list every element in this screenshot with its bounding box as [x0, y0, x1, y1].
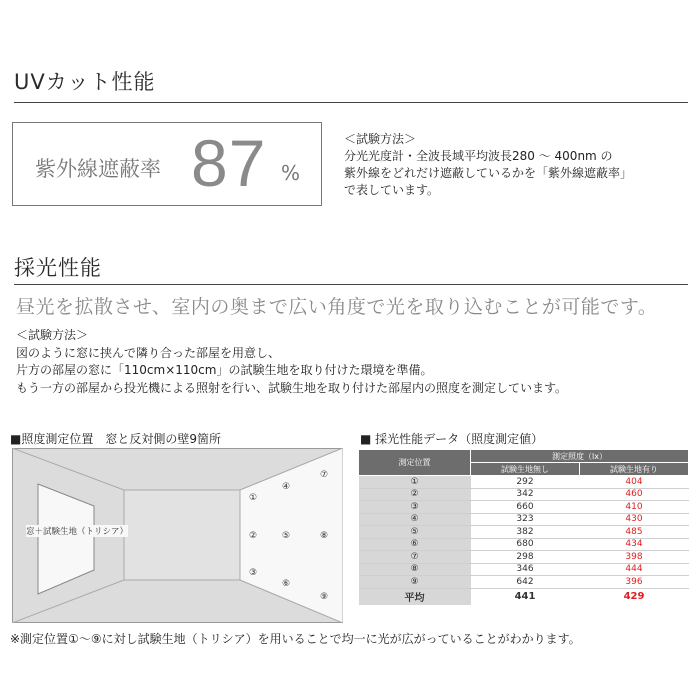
- without-cell: 292: [471, 476, 580, 489]
- with-cell: 430: [580, 513, 689, 526]
- col-illuminance-header: 測定照度（lx）: [471, 450, 689, 463]
- window-label: 窓＋試験生地（トリシア）: [26, 527, 129, 537]
- uv-method-line: 分光光度計・全波長域平均波長280 ～ 400nm の: [344, 149, 613, 163]
- measure-point-4: ④: [281, 482, 291, 492]
- without-cell: 660: [471, 501, 580, 514]
- uv-rate-unit: %: [281, 161, 301, 185]
- measure-point-2: ②: [248, 531, 258, 541]
- light-method-line: もう一方の部屋から投光機による照射を行い、試験生地を取り付けた部屋内の照度を測定しています。: [16, 380, 568, 395]
- without-cell: 298: [471, 551, 580, 564]
- light-lead-text: 昼光を拡散させ、室内の奥まで広い角度で光を取り込むことが可能です。: [16, 296, 658, 318]
- with-cell: 460: [580, 488, 689, 501]
- uv-method: [344, 131, 689, 199]
- table-row: [359, 501, 689, 514]
- measure-point-6: ⑥: [281, 579, 291, 589]
- uv-method-heading: ＜試験方法＞: [344, 132, 417, 146]
- without-cell: 382: [471, 526, 580, 539]
- average-with: 429: [580, 588, 689, 605]
- position-cell: ④: [359, 513, 471, 526]
- without-cell: 680: [471, 538, 580, 551]
- room-diagram: [12, 448, 343, 623]
- with-cell: 404: [580, 476, 689, 489]
- position-cell: ⑧: [359, 563, 471, 576]
- footnote: ※測定位置①～⑨に対し試験生地（トリシア）を用いることで均一に光が広がっていることがわかります。: [10, 632, 581, 646]
- with-cell: 485: [580, 526, 689, 539]
- uv-method-line: で表しています。: [344, 183, 440, 197]
- col-without-header: 試験生地無し: [471, 463, 580, 476]
- uv-rate-label: 紫外線遮蔽率: [35, 157, 161, 181]
- with-cell: 398: [580, 551, 689, 564]
- without-cell: 642: [471, 576, 580, 589]
- uv-method-line: 紫外線をどれだけ遮蔽しているかを「紫外線遮蔽率」: [344, 166, 633, 180]
- uv-title-rule: [14, 102, 688, 103]
- measure-point-8: ⑧: [319, 531, 329, 541]
- table-row: [359, 513, 689, 526]
- measure-point-7: ⑦: [319, 470, 329, 480]
- light-section-title: 採光性能: [14, 256, 102, 280]
- light-title-rule: [14, 284, 688, 285]
- table-heading: ■ 採光性能データ（照度測定値）: [360, 432, 544, 446]
- with-cell: 396: [580, 576, 689, 589]
- col-position-header: 測定位置: [359, 450, 471, 476]
- with-cell: 434: [580, 538, 689, 551]
- table-row: [359, 563, 689, 576]
- table-row: [359, 551, 689, 564]
- without-cell: 323: [471, 513, 580, 526]
- figure-heading: ■照度測定位置 窓と反対側の壁9箇所: [10, 432, 221, 446]
- without-cell: 346: [471, 563, 580, 576]
- table-row: [359, 538, 689, 551]
- position-cell: ③: [359, 501, 471, 514]
- room-back-wall: [124, 490, 240, 580]
- average-label: 平均: [359, 588, 471, 605]
- with-cell: 444: [580, 563, 689, 576]
- with-cell: 410: [580, 501, 689, 514]
- uv-rate-value: 87: [191, 126, 267, 200]
- light-method-heading: ＜試験方法＞: [16, 328, 89, 342]
- light-method-line: 片方の部屋の窓に「110cm×110cm」の試験生地を取り付けた環境を準備。: [16, 363, 433, 377]
- average-without: 441: [471, 588, 580, 605]
- table-row: [359, 488, 689, 501]
- measure-point-1: ①: [248, 493, 258, 503]
- position-cell: ⑤: [359, 526, 471, 539]
- uv-rate-box: [12, 122, 322, 206]
- position-cell: ⑨: [359, 576, 471, 589]
- without-cell: 342: [471, 488, 580, 501]
- table-row: [359, 576, 689, 589]
- table-row: [359, 526, 689, 539]
- average-row: [359, 588, 689, 605]
- light-method: [16, 327, 567, 397]
- measure-point-3: ③: [248, 568, 258, 578]
- position-cell: ①: [359, 476, 471, 489]
- measure-point-5: ⑤: [281, 531, 291, 541]
- light-method-line: 図のように窓に挟んで隣り合った部屋を用意し、: [16, 345, 281, 360]
- illuminance-table: [358, 449, 689, 605]
- position-cell: ②: [359, 488, 471, 501]
- col-with-header: 試験生地有り: [580, 463, 689, 476]
- table-row: [359, 476, 689, 489]
- illuminance-table-wrap: [358, 449, 688, 605]
- position-cell: ⑦: [359, 551, 471, 564]
- measure-point-9: ⑨: [319, 592, 329, 602]
- position-cell: ⑥: [359, 538, 471, 551]
- uv-section-title: UVカット性能: [14, 70, 156, 94]
